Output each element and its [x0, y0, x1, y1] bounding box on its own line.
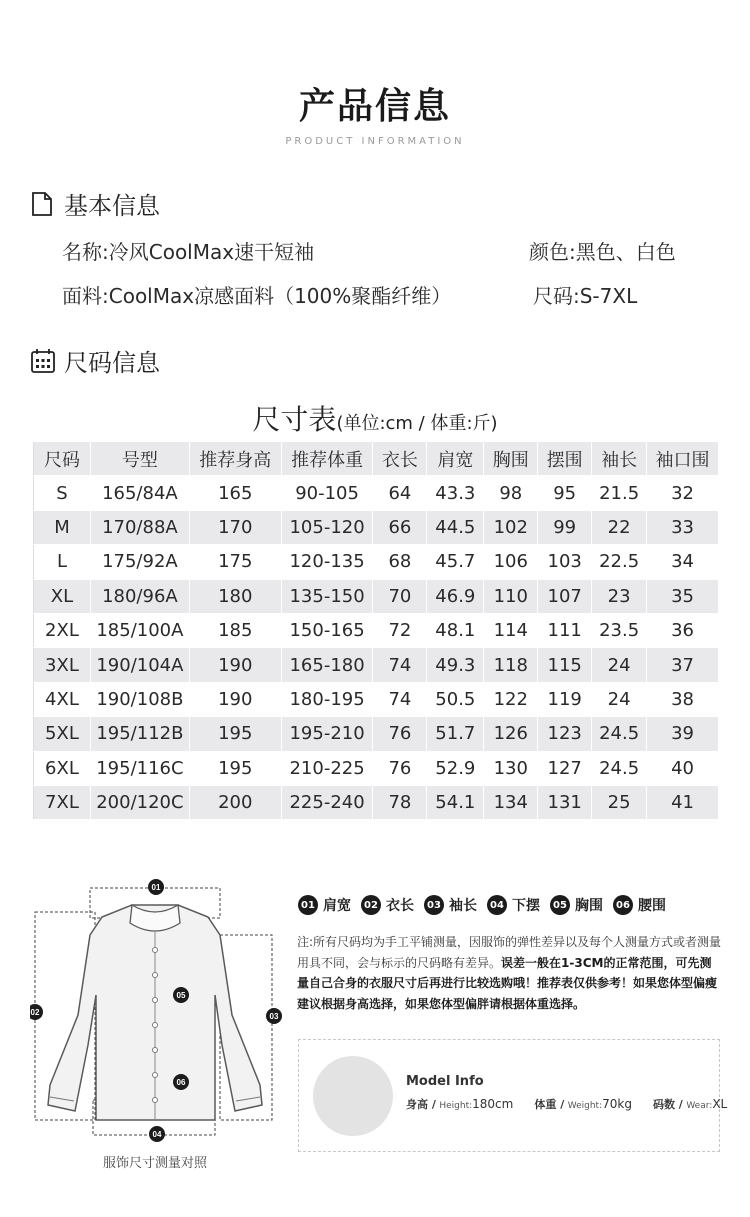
svg-text:04: 04: [152, 1130, 162, 1139]
table-cell: 32: [647, 476, 719, 510]
table-cell: 6XL: [34, 751, 91, 785]
table-cell: 131: [538, 785, 592, 819]
weight-en: Weight:: [567, 1101, 603, 1111]
table-cell: 23: [592, 579, 647, 613]
basic-info-heading: [30, 186, 160, 221]
legend-label: 袖长: [449, 898, 477, 914]
legend-number-badge: 02: [361, 895, 381, 915]
table-cell: 200/120C: [90, 785, 189, 819]
table-cell: 120-135: [281, 545, 373, 579]
table-cell: 70: [373, 579, 427, 613]
table-cell: 106: [484, 545, 538, 579]
table-cell: 165/84A: [90, 476, 189, 510]
legend-number-badge: 05: [550, 895, 570, 915]
table-cell: 36: [647, 613, 719, 647]
legend-label: 衣长: [386, 898, 414, 914]
size-table-title: [0, 398, 750, 438]
svg-text:06: 06: [176, 1078, 186, 1087]
table-cell: 185: [189, 613, 281, 647]
table-cell: 74: [373, 648, 427, 682]
legend-item: [613, 895, 666, 915]
table-cell: L: [34, 545, 91, 579]
table-cell: 225-240: [281, 785, 373, 819]
table-row: [34, 785, 719, 819]
table-cell: 195/116C: [90, 751, 189, 785]
size-table: [33, 441, 719, 820]
weight-key: 体重 /: [534, 1098, 565, 1111]
table-cell: 43.3: [427, 476, 484, 510]
table-cell: 114: [484, 613, 538, 647]
table-row: [34, 476, 719, 510]
table-header-cell: 号型: [90, 442, 189, 476]
table-cell: 119: [538, 682, 592, 716]
table-cell: 5XL: [34, 717, 91, 751]
table-cell: 170: [189, 510, 281, 544]
table-cell: 37: [647, 648, 719, 682]
table-cell: 123: [538, 717, 592, 751]
wear-en: Wear:: [686, 1101, 713, 1111]
table-cell: 4XL: [34, 682, 91, 716]
table-cell: 39: [647, 717, 719, 751]
table-cell: 76: [373, 717, 427, 751]
table-cell: 74: [373, 682, 427, 716]
shirt-measurement-diagram: [30, 875, 290, 1145]
table-cell: 195/112B: [90, 717, 189, 751]
table-row: [34, 717, 719, 751]
table-header-cell: 袖长: [592, 442, 647, 476]
table-cell: 21.5: [592, 476, 647, 510]
legend-label: 腰围: [638, 898, 666, 914]
table-header-cell: 肩宽: [427, 442, 484, 476]
table-cell: 64: [373, 476, 427, 510]
table-cell: 190: [189, 682, 281, 716]
table-header-cell: 推荐身高: [189, 442, 281, 476]
marker-06: [173, 1074, 189, 1090]
legend-number-badge: 03: [424, 895, 444, 915]
table-cell: 107: [538, 579, 592, 613]
table-cell: 66: [373, 510, 427, 544]
table-cell: 185/100A: [90, 613, 189, 647]
table-cell: 195: [189, 751, 281, 785]
height-en: Height:: [439, 1101, 473, 1111]
table-cell: 190/108B: [90, 682, 189, 716]
table-cell: 134: [484, 785, 538, 819]
product-size-range: 尺码:S-7XL: [533, 284, 638, 308]
table-cell: 23.5: [592, 613, 647, 647]
svg-text:05: 05: [176, 991, 186, 1000]
table-cell: 46.9: [427, 579, 484, 613]
table-body: [34, 476, 719, 820]
table-cell: S: [34, 476, 91, 510]
legend-label: 肩宽: [323, 898, 351, 914]
table-cell: 175/92A: [90, 545, 189, 579]
legend-item: [424, 895, 477, 915]
table-cell: 103: [538, 545, 592, 579]
shirt-diagram-svg: [30, 875, 290, 1145]
table-cell: 7XL: [34, 785, 91, 819]
height-key: 身高 /: [406, 1098, 436, 1111]
table-cell: 34: [647, 545, 719, 579]
table-cell: 40: [647, 751, 719, 785]
table-cell: 2XL: [34, 613, 91, 647]
product-color: 颜色:黑色、白色: [529, 240, 676, 264]
legend-label: 下摆: [512, 898, 540, 914]
legend-number-badge: 06: [613, 895, 633, 915]
table-cell: 78: [373, 785, 427, 819]
table-cell: 24: [592, 682, 647, 716]
table-header-cell: 衣长: [373, 442, 427, 476]
table-row: [34, 510, 719, 544]
document-icon: [30, 191, 56, 217]
model-info-row: [406, 1096, 727, 1112]
table-row: [34, 579, 719, 613]
table-row: [34, 682, 719, 716]
table-cell: 35: [647, 579, 719, 613]
table-header-cell: 胸围: [484, 442, 538, 476]
note-plain-text: 注:所有尺码均为手工平铺测量，因服饰的弹性差异以及每个人测量方式或者测量用具不同，会与标示的尺码略有差异。: [297, 935, 722, 970]
legend-item: [550, 895, 603, 915]
table-cell: 122: [484, 682, 538, 716]
product-fabric: 面料:CoolMax凉感面料（100%聚酯纤维）: [62, 284, 452, 308]
table-cell: 180/96A: [90, 579, 189, 613]
table-row: [34, 545, 719, 579]
table-cell: 105-120: [281, 510, 373, 544]
table-cell: 25: [592, 785, 647, 819]
table-cell: 170/88A: [90, 510, 189, 544]
weight-value: 70kg: [602, 1097, 632, 1111]
table-cell: 48.1: [427, 613, 484, 647]
table-cell: 130: [484, 751, 538, 785]
table-cell: 175: [189, 545, 281, 579]
table-cell: 41: [647, 785, 719, 819]
table-row: [34, 648, 719, 682]
table-cell: 51.7: [427, 717, 484, 751]
svg-text:03: 03: [269, 1012, 279, 1021]
size-table-title-text: 尺寸表: [252, 403, 337, 436]
table-cell: 118: [484, 648, 538, 682]
table-cell: 165-180: [281, 648, 373, 682]
legend-number-badge: 01: [298, 895, 318, 915]
table-cell: 195: [189, 717, 281, 751]
legend-item: [298, 895, 351, 915]
calendar-icon: [30, 348, 56, 374]
table-row: [34, 751, 719, 785]
table-cell: 98: [484, 476, 538, 510]
table-cell: 127: [538, 751, 592, 785]
table-header-cell: 尺码: [34, 442, 91, 476]
measurement-note: [297, 932, 722, 1014]
table-cell: 45.7: [427, 545, 484, 579]
table-cell: 49.3: [427, 648, 484, 682]
table-cell: 95: [538, 476, 592, 510]
table-cell: 150-165: [281, 613, 373, 647]
table-header-cell: 推荐体重: [281, 442, 373, 476]
table-cell: 33: [647, 510, 719, 544]
table-cell: 52.9: [427, 751, 484, 785]
table-cell: 102: [484, 510, 538, 544]
size-info-heading: [30, 343, 160, 378]
table-cell: 115: [538, 648, 592, 682]
table-cell: 72: [373, 613, 427, 647]
table-cell: 38: [647, 682, 719, 716]
table-cell: 44.5: [427, 510, 484, 544]
model-info-title: Model Info: [406, 1074, 484, 1089]
table-cell: 200: [189, 785, 281, 819]
legend-item: [361, 895, 414, 915]
table-cell: 126: [484, 717, 538, 751]
diagram-caption: 服饰尺寸测量对照: [102, 1156, 207, 1171]
page-title: 产品信息: [298, 86, 451, 127]
svg-text:01: 01: [151, 883, 161, 892]
table-header-row: [34, 442, 719, 476]
size-info-label: 尺码信息: [64, 349, 160, 377]
svg-text:02: 02: [30, 1008, 40, 1017]
table-cell: 22.5: [592, 545, 647, 579]
table-cell: 76: [373, 751, 427, 785]
table-cell: 180-195: [281, 682, 373, 716]
table-cell: 68: [373, 545, 427, 579]
page-subtitle: PRODUCT INFORMATION: [285, 136, 465, 147]
table-header-cell: 袖口围: [647, 442, 719, 476]
product-name: 名称:冷风CoolMax速干短袖: [62, 240, 315, 264]
table-cell: 180: [189, 579, 281, 613]
legend-item: [487, 895, 540, 915]
marker-02: [30, 1004, 43, 1020]
measurement-legend: [298, 895, 676, 915]
table-cell: 54.1: [427, 785, 484, 819]
table-cell: 99: [538, 510, 592, 544]
table-cell: 50.5: [427, 682, 484, 716]
note-bold-text: 误差一般在1-3CM的正常范围，可先测量自己合身的衣服尺寸后再进行比较选购哦！推荐表仅供参考！如果您体型偏瘦建议根据身高选择，如果您体型偏胖请根据体重选择。: [297, 955, 718, 1011]
table-cell: 190: [189, 648, 281, 682]
model-info-card: [298, 1039, 728, 1152]
table-cell: 110: [484, 579, 538, 613]
legend-label: 胸围: [575, 898, 603, 914]
table-cell: 210-225: [281, 751, 373, 785]
table-row: [34, 613, 719, 647]
table-cell: 165: [189, 476, 281, 510]
table-cell: 111: [538, 613, 592, 647]
marker-05: [173, 987, 189, 1003]
table-cell: 24.5: [592, 751, 647, 785]
model-avatar: [313, 1056, 393, 1136]
table-cell: 190/104A: [90, 648, 189, 682]
marker-03: [266, 1008, 282, 1024]
table-cell: 22: [592, 510, 647, 544]
table-cell: 135-150: [281, 579, 373, 613]
table-cell: M: [34, 510, 91, 544]
wear-key: 码数 /: [652, 1098, 683, 1111]
table-cell: 24: [592, 648, 647, 682]
legend-number-badge: 04: [487, 895, 507, 915]
size-table-unit: (单位:cm / 体重:斤): [336, 413, 498, 434]
marker-01: [148, 879, 164, 895]
table-cell: 24.5: [592, 717, 647, 751]
table-cell: 195-210: [281, 717, 373, 751]
table-cell: XL: [34, 579, 91, 613]
height-value: 180cm: [472, 1097, 514, 1111]
table-cell: 3XL: [34, 648, 91, 682]
basic-info-label: 基本信息: [64, 192, 160, 220]
marker-04: [149, 1126, 165, 1142]
table-cell: 90-105: [281, 476, 373, 510]
wear-value: XL: [712, 1097, 728, 1111]
table-header-cell: 摆围: [538, 442, 592, 476]
